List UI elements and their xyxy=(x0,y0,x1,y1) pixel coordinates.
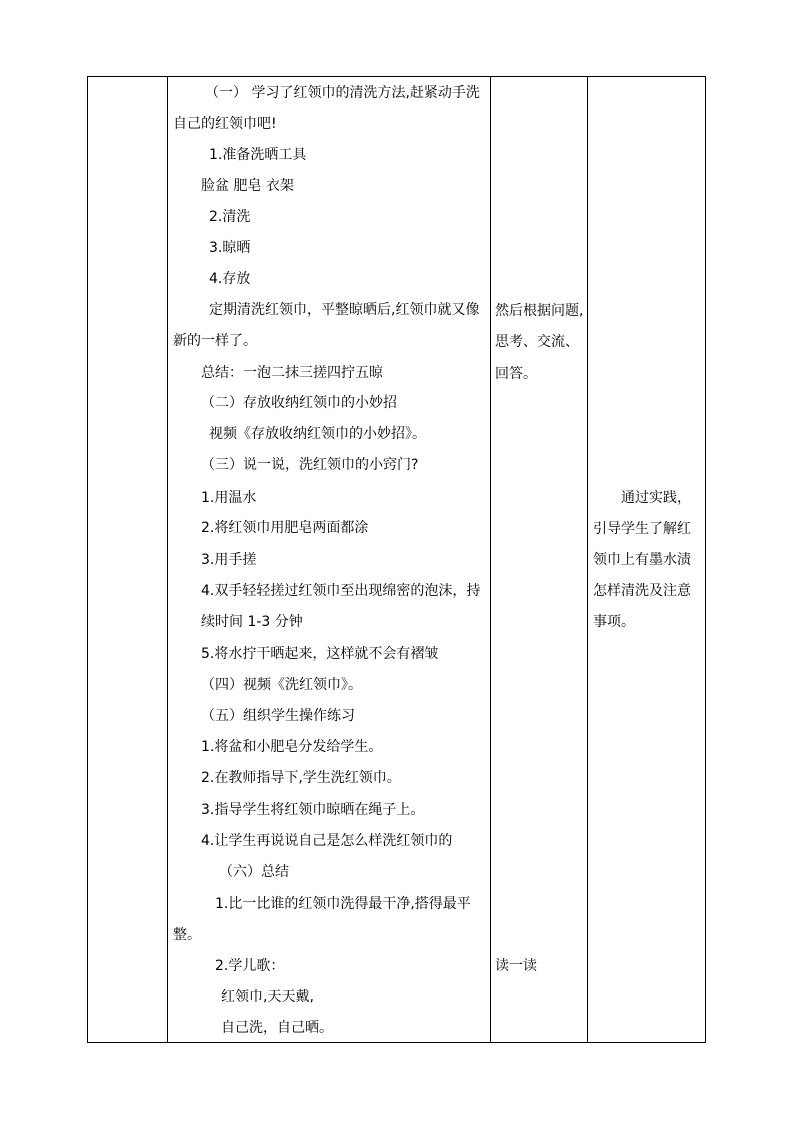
practice-step-2: 2.在教师指导下,学生洗红领巾。 xyxy=(201,770,401,786)
paragraph-regular-washing: 定期清洗红领巾，平整晾晒后,红领巾就又像 xyxy=(209,302,480,318)
student-activity-line-2: 思考、交流、 xyxy=(495,334,579,350)
practice-step-3: 3.指导学生将红领巾晾晒在绳子上。 xyxy=(201,802,425,818)
step-store: 4.存放 xyxy=(209,271,251,287)
summary-compare-cont: 整。 xyxy=(173,927,201,943)
student-activity-line-1: 然后根据问题, xyxy=(495,303,584,319)
design-intent-line-4: 怎样清洗及注意 xyxy=(593,583,691,599)
step-prepare-tools: 1.准备洗晒工具 xyxy=(209,147,307,163)
tip-apply-soap: 2.将红领巾用肥皂两面都涂 xyxy=(201,520,369,536)
paragraph-regular-washing-cont: 新的一样了。 xyxy=(173,333,257,349)
column-divider xyxy=(587,77,588,1042)
section-six-heading: （六）总结 xyxy=(219,864,289,880)
design-intent-line-2: 引导学生了解红 xyxy=(593,521,691,537)
design-intent-line-5: 事项。 xyxy=(593,614,635,630)
student-activity-line-3: 回答。 xyxy=(495,366,537,382)
tip-rub-until-foam-cont: 续时间 1-3 分钟 xyxy=(201,614,303,630)
section-one-heading: （一） 学习了红领巾的清洗方法,赶紧动手洗 xyxy=(205,85,480,101)
summary-line: 总结：一泡二抹三搓四拧五晾 xyxy=(201,365,383,381)
step-dry: 3.晾晒 xyxy=(209,240,251,256)
section-five-heading: （五）组织学生操作练习 xyxy=(201,708,355,724)
tools-list: 脸盆 肥皂 衣架 xyxy=(201,178,294,194)
student-activity-read: 读一读 xyxy=(495,958,537,974)
video-storage-tips: 视频《存放收纳红领巾的小妙招》。 xyxy=(209,426,426,442)
column-divider xyxy=(490,77,491,1042)
column-divider xyxy=(167,77,168,1042)
tip-wring-and-dry: 5.将水拧干晒起来，这样就不会有褶皱 xyxy=(201,646,439,662)
rhyme-line-1: 红领巾,天天戴, xyxy=(221,989,314,1005)
learn-rhyme-label: 2.学儿歌： xyxy=(215,958,285,974)
section-two-heading: （二）存放收纳红领巾的小妙招 xyxy=(201,395,397,411)
practice-step-4: 4.让学生再说说自己是怎么样洗红领巾的 xyxy=(201,833,453,849)
summary-compare: 1.比一比谁的红领巾洗得最干净,搭得最平 xyxy=(215,896,471,912)
design-intent-line-3: 领巾上有墨水渍 xyxy=(593,552,691,568)
design-intent-line-1: 通过实践， xyxy=(621,490,691,506)
section-one-heading-cont: 自己的红领巾吧! xyxy=(173,116,277,132)
tip-warm-water: 1.用温水 xyxy=(201,490,257,506)
practice-step-1: 1.将盆和小肥皂分发给学生。 xyxy=(201,739,383,755)
tip-rub-until-foam: 4.双手轻轻搓过红领巾至出现绵密的泡沫，持 xyxy=(201,583,481,599)
section-three-heading: （三）说一说，洗红领巾的小窍门? xyxy=(201,457,419,473)
section-four-heading: （四）视频《洗红领巾》。 xyxy=(201,677,362,693)
step-wash: 2.清洗 xyxy=(209,209,251,225)
tip-rub-by-hand: 3.用手搓 xyxy=(201,552,257,568)
rhyme-line-2: 自己洗，自己晒。 xyxy=(221,1020,333,1036)
